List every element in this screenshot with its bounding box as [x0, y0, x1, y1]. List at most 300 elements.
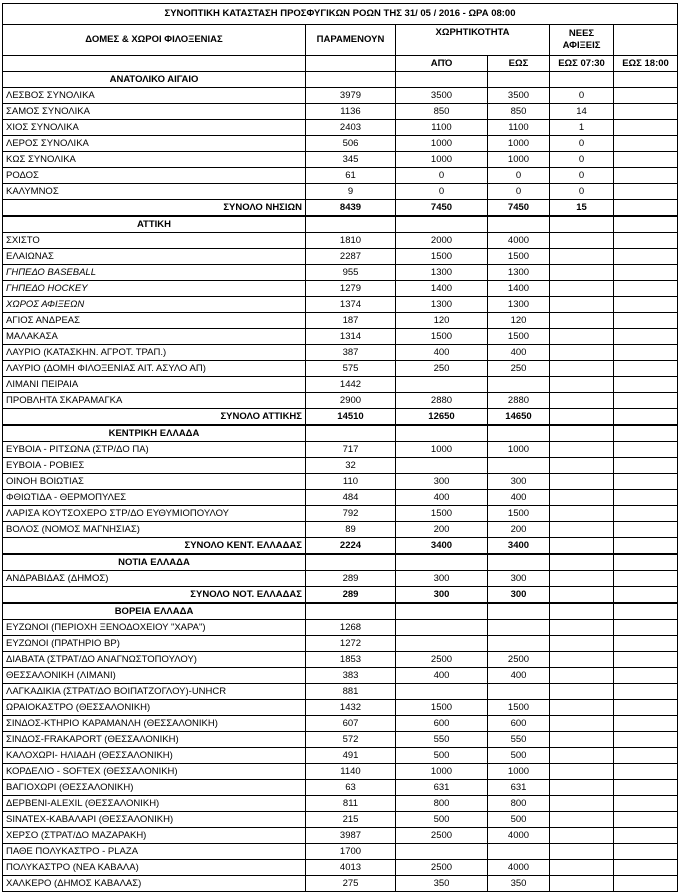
empty-cell — [396, 603, 488, 620]
cell-capacity-to: 600 — [488, 716, 550, 732]
cell-capacity-from — [396, 458, 488, 474]
cell-capacity-to: 1500 — [488, 506, 550, 522]
header-structures: ΔΟΜΕΣ & ΧΩΡΟΙ ΦΙΛΟΞΕΝΙΑΣ — [3, 25, 306, 56]
cell-arrivals-1800 — [614, 571, 678, 587]
cell-arrivals-0730 — [550, 458, 614, 474]
cell-arrivals-1800 — [614, 329, 678, 345]
empty-cell — [614, 603, 678, 620]
cell-arrivals-1800 — [614, 538, 678, 555]
table-row — [3, 184, 678, 200]
facility-name: ΕΥΒΟΙΑ - ΡΙΤΣΩΝΑ (ΣΤΡ/ΔΟ ΠΑ) — [3, 442, 306, 458]
cell-remaining: 1279 — [306, 281, 396, 297]
section-row — [3, 425, 678, 442]
cell-capacity-to: 1500 — [488, 700, 550, 716]
table-row — [3, 88, 678, 104]
subheader-from: ΑΠΌ — [396, 56, 488, 72]
table-row — [3, 265, 678, 281]
cell-arrivals-1800 — [614, 636, 678, 652]
subheader-until-1800: ΕΩΣ 18:00 — [614, 56, 678, 72]
cell-capacity-from: 3500 — [396, 88, 488, 104]
facility-name: ΛΑΡΙΣΑ ΚΟΥΤΣΟΧΕΡΟ ΣΤΡ/ΔΟ ΕΥΘΥΜΙΟΠΟΥΛΟΥ — [3, 506, 306, 522]
cell-arrivals-0730: 0 — [550, 136, 614, 152]
table-row — [3, 652, 678, 668]
cell-remaining: 32 — [306, 458, 396, 474]
cell-arrivals-1800 — [614, 297, 678, 313]
cell-capacity-to: 300 — [488, 474, 550, 490]
table-row — [3, 120, 678, 136]
cell-arrivals-1800 — [614, 265, 678, 281]
cell-arrivals-1800 — [614, 860, 678, 876]
cell-arrivals-1800 — [614, 764, 678, 780]
cell-remaining: 506 — [306, 136, 396, 152]
cell-arrivals-0730: 0 — [550, 88, 614, 104]
cell-arrivals-1800 — [614, 249, 678, 265]
table-row — [3, 716, 678, 732]
cell-remaining: 89 — [306, 522, 396, 538]
subheader-until-0730: ΕΩΣ 07:30 — [550, 56, 614, 72]
cell-capacity-to: 550 — [488, 732, 550, 748]
cell-capacity-from — [396, 844, 488, 860]
facility-name: ΑΓΙΟΣ ΑΝΔΡΕΑΣ — [3, 313, 306, 329]
cell-capacity-to: 120 — [488, 313, 550, 329]
cell-capacity-to: 4000 — [488, 860, 550, 876]
total-row — [3, 409, 678, 426]
cell-remaining: 289 — [306, 571, 396, 587]
cell-arrivals-0730 — [550, 587, 614, 604]
cell-capacity-to: 1000 — [488, 136, 550, 152]
cell-arrivals-1800 — [614, 780, 678, 796]
cell-arrivals-1800 — [614, 796, 678, 812]
cell-remaining: 717 — [306, 442, 396, 458]
cell-capacity-from: 2500 — [396, 652, 488, 668]
empty-cell — [550, 425, 614, 442]
cell-arrivals-0730 — [550, 506, 614, 522]
cell-remaining: 1374 — [306, 297, 396, 313]
table-row — [3, 506, 678, 522]
facility-name: ΓΗΠΕΔΟ HOCKEY — [3, 281, 306, 297]
table-row — [3, 329, 678, 345]
cell-capacity-to: 1000 — [488, 764, 550, 780]
cell-capacity-to: 500 — [488, 812, 550, 828]
facility-name: ΕΥΒΟΙΑ - ΡΟΒΙΕΣ — [3, 458, 306, 474]
cell-remaining: 955 — [306, 265, 396, 281]
empty-cell — [306, 603, 396, 620]
cell-remaining: 811 — [306, 796, 396, 812]
cell-arrivals-0730 — [550, 409, 614, 426]
cell-remaining: 1442 — [306, 377, 396, 393]
facility-name: ΑΝΔΡΑΒΙΔΑΣ (ΔΗΜΟΣ) — [3, 571, 306, 587]
cell-capacity-from: 550 — [396, 732, 488, 748]
cell-arrivals-1800 — [614, 732, 678, 748]
facility-name: ΩΡΑΙΟΚΑΣΤΡΟ (ΘΕΣΣΑΛΟΝΙΚΗ) — [3, 700, 306, 716]
cell-arrivals-1800 — [614, 700, 678, 716]
cell-capacity-to: 7450 — [488, 200, 550, 217]
empty-cell — [306, 554, 396, 571]
table-row — [3, 571, 678, 587]
cell-remaining: 491 — [306, 748, 396, 764]
facility-name: ΠΟΛΥΚΑΣΤΡΟ (ΝΕΑ ΚΑΒΑΛΑ) — [3, 860, 306, 876]
facility-name: ΒΟΛΟΣ (ΝΟΜΟΣ ΜΑΓΝΗΣΙΑΣ) — [3, 522, 306, 538]
facility-name: ΚΑΛΥΜΝΟΣ — [3, 184, 306, 200]
cell-capacity-to: 3500 — [488, 88, 550, 104]
total-row — [3, 587, 678, 604]
table-row — [3, 668, 678, 684]
facility-name: ΡΟΔΟΣ — [3, 168, 306, 184]
cell-arrivals-0730 — [550, 700, 614, 716]
cell-capacity-from: 1000 — [396, 442, 488, 458]
cell-remaining: 1700 — [306, 844, 396, 860]
facility-name: ΚΑΛΟΧΩΡΙ- ΗΛΙΑΔΗ (ΘΕΣΣΑΛΟΝΙΚΗ) — [3, 748, 306, 764]
section-row — [3, 554, 678, 571]
table-row — [3, 281, 678, 297]
header-capacity: ΧΩΡΗΤΙΚΟΤΗΤΑ — [396, 25, 550, 56]
facility-name: ΠΡΟΒΛΗΤΑ ΣΚΑΡΑΜΑΓΚΑ — [3, 393, 306, 409]
cell-capacity-to: 1400 — [488, 281, 550, 297]
subheader-empty-2 — [306, 56, 396, 72]
cell-arrivals-0730: 15 — [550, 200, 614, 217]
cell-remaining: 1810 — [306, 233, 396, 249]
cell-capacity-to: 4000 — [488, 828, 550, 844]
facility-name: ΛΑΥΡΙΟ (ΔΟΜΗ ΦΙΛΟΞΕΝΙΑΣ ΑΙΤ. ΑΣΥΛΟ ΑΠ) — [3, 361, 306, 377]
cell-arrivals-0730 — [550, 828, 614, 844]
cell-arrivals-0730 — [550, 620, 614, 636]
cell-remaining: 2287 — [306, 249, 396, 265]
cell-arrivals-1800 — [614, 506, 678, 522]
facility-name: ΣΧΙΣΤΟ — [3, 233, 306, 249]
cell-arrivals-1800 — [614, 184, 678, 200]
facility-name: ΔΙΑΒΑΤΑ (ΣΤΡΑΤ/ΔΟ ΑΝΑΓΝΩΣΤΟΠΟΥΛΟΥ) — [3, 652, 306, 668]
total-label: ΣΥΝΟΛΟ ΑΤΤΙΚΗΣ — [3, 409, 306, 426]
facility-name: ΒΑΓΙΟΧΩΡΙ (ΘΕΣΣΑΛΟΝΙΚΗ) — [3, 780, 306, 796]
table-row — [3, 458, 678, 474]
cell-arrivals-1800 — [614, 876, 678, 892]
facility-name: ΛΕΣΒΟΣ ΣΥΝΟΛΙΚΑ — [3, 88, 306, 104]
cell-remaining: 1140 — [306, 764, 396, 780]
cell-arrivals-0730 — [550, 474, 614, 490]
empty-cell — [488, 554, 550, 571]
table-row — [3, 522, 678, 538]
cell-capacity-to: 4000 — [488, 233, 550, 249]
cell-capacity-to — [488, 620, 550, 636]
cell-arrivals-0730 — [550, 796, 614, 812]
cell-capacity-from: 1500 — [396, 249, 488, 265]
title-row — [3, 4, 678, 25]
cell-capacity-to: 300 — [488, 587, 550, 604]
facility-name: ΧΕΡΣΟ (ΣΤΡΑΤ/ΔΟ ΜΑΖΑΡΑΚΗ) — [3, 828, 306, 844]
cell-arrivals-1800 — [614, 136, 678, 152]
facility-name: ΕΥΖΩΝΟΙ (ΠΕΡΙΟΧΗ ΞΕΝΟΔΟΧΕΙΟΥ "ΧΑΡΑ") — [3, 620, 306, 636]
cell-arrivals-1800 — [614, 844, 678, 860]
cell-capacity-from — [396, 377, 488, 393]
cell-arrivals-0730 — [550, 329, 614, 345]
cell-remaining: 63 — [306, 780, 396, 796]
cell-capacity-from: 400 — [396, 668, 488, 684]
cell-capacity-to — [488, 377, 550, 393]
cell-arrivals-1800 — [614, 281, 678, 297]
empty-cell — [488, 603, 550, 620]
empty-cell — [396, 72, 488, 88]
cell-arrivals-1800 — [614, 490, 678, 506]
table-title: ΣΥΝΟΠΤΙΚΗ ΚΑΤΑΣΤΑΣΗ ΠΡΟΣΦΥΓΙΚΩΝ ΡΟΩΝ ΤΗΣ 31/ 05 / 2016 - ΩΡΑ 08:00 — [3, 4, 678, 25]
facility-name: ΛΕΡΟΣ ΣΥΝΟΛΙΚΑ — [3, 136, 306, 152]
table-row — [3, 812, 678, 828]
facility-name: ΧΩΡΟΣ ΑΦΙΞΕΩΝ — [3, 297, 306, 313]
cell-arrivals-1800 — [614, 393, 678, 409]
cell-capacity-from: 12650 — [396, 409, 488, 426]
table-row — [3, 780, 678, 796]
cell-arrivals-0730 — [550, 860, 614, 876]
cell-capacity-from: 1500 — [396, 700, 488, 716]
facility-name: ΦΘΙΩΤΙΔΑ - ΘΕΡΜΟΠΥΛΕΣ — [3, 490, 306, 506]
cell-remaining: 1268 — [306, 620, 396, 636]
subheader-row — [3, 56, 678, 72]
cell-remaining: 215 — [306, 812, 396, 828]
table-row — [3, 636, 678, 652]
cell-arrivals-0730 — [550, 442, 614, 458]
cell-capacity-from: 1300 — [396, 297, 488, 313]
table-row — [3, 377, 678, 393]
facility-name: ΧΙΟΣ ΣΥΝΟΛΙΚΑ — [3, 120, 306, 136]
table-row — [3, 620, 678, 636]
total-label: ΣΥΝΟΛΟ ΝΗΣΙΩΝ — [3, 200, 306, 217]
facility-name: ΟΙΝΟΗ ΒΟΙΩΤΙΑΣ — [3, 474, 306, 490]
table-row — [3, 860, 678, 876]
table-row — [3, 393, 678, 409]
cell-arrivals-1800 — [614, 120, 678, 136]
cell-remaining: 9 — [306, 184, 396, 200]
cell-remaining: 575 — [306, 361, 396, 377]
cell-arrivals-1800 — [614, 522, 678, 538]
table-row — [3, 474, 678, 490]
cell-capacity-to: 250 — [488, 361, 550, 377]
cell-capacity-from: 0 — [396, 168, 488, 184]
cell-capacity-to: 200 — [488, 522, 550, 538]
cell-capacity-from — [396, 620, 488, 636]
table-row — [3, 876, 678, 892]
cell-arrivals-0730 — [550, 249, 614, 265]
table-row — [3, 104, 678, 120]
cell-capacity-to: 0 — [488, 168, 550, 184]
table-row — [3, 828, 678, 844]
section-row — [3, 72, 678, 88]
cell-capacity-from: 1500 — [396, 329, 488, 345]
empty-cell — [306, 72, 396, 88]
table-row — [3, 796, 678, 812]
cell-capacity-from: 250 — [396, 361, 488, 377]
cell-arrivals-1800 — [614, 716, 678, 732]
cell-arrivals-0730 — [550, 281, 614, 297]
empty-cell — [488, 72, 550, 88]
section-name: ΝΟΤΙΑ ΕΛΛΑΔΑ — [3, 554, 306, 571]
cell-capacity-from: 350 — [396, 876, 488, 892]
cell-capacity-from: 2000 — [396, 233, 488, 249]
table-row — [3, 168, 678, 184]
cell-arrivals-1800 — [614, 152, 678, 168]
cell-remaining: 3979 — [306, 88, 396, 104]
cell-capacity-to: 1000 — [488, 152, 550, 168]
cell-capacity-to: 350 — [488, 876, 550, 892]
cell-capacity-from: 400 — [396, 345, 488, 361]
cell-capacity-from: 200 — [396, 522, 488, 538]
table-row — [3, 844, 678, 860]
cell-arrivals-0730 — [550, 297, 614, 313]
cell-capacity-to — [488, 684, 550, 700]
cell-capacity-to: 14650 — [488, 409, 550, 426]
facility-name: ΔΕΡΒΕΝΙ-ALEXIL (ΘΕΣΣΑΛΟΝΙΚΗ) — [3, 796, 306, 812]
facility-name: ΛΙΜΑΝΙ ΠΕΙΡΑΙΑ — [3, 377, 306, 393]
cell-remaining: 1853 — [306, 652, 396, 668]
cell-arrivals-0730 — [550, 684, 614, 700]
cell-capacity-from: 1000 — [396, 136, 488, 152]
cell-remaining: 110 — [306, 474, 396, 490]
cell-arrivals-1800 — [614, 652, 678, 668]
empty-cell — [614, 216, 678, 233]
cell-arrivals-0730 — [550, 876, 614, 892]
cell-capacity-from: 1100 — [396, 120, 488, 136]
cell-arrivals-0730: 0 — [550, 168, 614, 184]
cell-capacity-to: 1300 — [488, 265, 550, 281]
cell-arrivals-1800 — [614, 345, 678, 361]
cell-capacity-to: 400 — [488, 490, 550, 506]
cell-capacity-from: 300 — [396, 474, 488, 490]
table-row — [3, 152, 678, 168]
cell-arrivals-1800 — [614, 200, 678, 217]
cell-arrivals-0730 — [550, 780, 614, 796]
cell-remaining: 2224 — [306, 538, 396, 555]
cell-arrivals-1800 — [614, 812, 678, 828]
subheader-empty-1 — [3, 56, 306, 72]
cell-arrivals-1800 — [614, 684, 678, 700]
cell-capacity-to: 300 — [488, 571, 550, 587]
cell-arrivals-1800 — [614, 442, 678, 458]
cell-capacity-to: 3400 — [488, 538, 550, 555]
cell-arrivals-1800 — [614, 668, 678, 684]
section-name: ΑΤΤΙΚΗ — [3, 216, 306, 233]
empty-cell — [614, 554, 678, 571]
empty-cell — [550, 554, 614, 571]
cell-capacity-to: 400 — [488, 668, 550, 684]
cell-capacity-from — [396, 636, 488, 652]
cell-arrivals-1800 — [614, 104, 678, 120]
facility-name: ΕΥΖΩΝΟΙ (ΠΡΑΤΗΡΙΟ ΒΡ) — [3, 636, 306, 652]
cell-arrivals-0730 — [550, 571, 614, 587]
empty-cell — [614, 72, 678, 88]
header-empty — [614, 25, 678, 56]
table-row — [3, 748, 678, 764]
cell-arrivals-0730: 1 — [550, 120, 614, 136]
cell-capacity-from: 1500 — [396, 506, 488, 522]
table-row — [3, 361, 678, 377]
cell-capacity-to — [488, 844, 550, 860]
total-row — [3, 200, 678, 217]
cell-arrivals-0730: 14 — [550, 104, 614, 120]
cell-remaining: 2900 — [306, 393, 396, 409]
empty-cell — [488, 425, 550, 442]
cell-arrivals-1800 — [614, 587, 678, 604]
empty-cell — [550, 603, 614, 620]
cell-arrivals-1800 — [614, 233, 678, 249]
empty-cell — [396, 425, 488, 442]
subheader-to: ΕΩΣ — [488, 56, 550, 72]
cell-arrivals-1800 — [614, 361, 678, 377]
facility-name: ΣΙΝΔΟΣ-FRAKAPORT (ΘΕΣΣΑΛΟΝΙΚΗ) — [3, 732, 306, 748]
facility-name: ΣΙΝΔΟΣ-ΚΤΗΡΙΟ ΚΑΡΑΜΑΝΛΗ (ΘΕΣΣΑΛΟΝΙΚΗ) — [3, 716, 306, 732]
cell-remaining: 289 — [306, 587, 396, 604]
cell-arrivals-0730 — [550, 538, 614, 555]
cell-remaining: 607 — [306, 716, 396, 732]
facility-name: ΣΑΜΟΣ ΣΥΝΟΛΙΚΑ — [3, 104, 306, 120]
table-row — [3, 490, 678, 506]
cell-arrivals-1800 — [614, 620, 678, 636]
facility-name: ΚΩΣ ΣΥΝΟΛΙΚΑ — [3, 152, 306, 168]
cell-arrivals-0730 — [550, 393, 614, 409]
cell-arrivals-0730 — [550, 764, 614, 780]
cell-capacity-from: 631 — [396, 780, 488, 796]
cell-capacity-to: 0 — [488, 184, 550, 200]
empty-cell — [396, 554, 488, 571]
cell-remaining: 1272 — [306, 636, 396, 652]
cell-remaining: 3987 — [306, 828, 396, 844]
cell-remaining: 792 — [306, 506, 396, 522]
cell-arrivals-0730 — [550, 361, 614, 377]
table-row — [3, 764, 678, 780]
header-new-arrivals: ΝΕΕΣ ΑΦΙΞΕΙΣ — [550, 25, 614, 56]
table-row — [3, 297, 678, 313]
cell-remaining: 275 — [306, 876, 396, 892]
cell-arrivals-0730 — [550, 522, 614, 538]
cell-arrivals-0730 — [550, 812, 614, 828]
cell-remaining: 2403 — [306, 120, 396, 136]
cell-remaining: 14510 — [306, 409, 396, 426]
table-row — [3, 684, 678, 700]
facility-name: ΠΑΘΕ ΠΟΛΥΚΑΣΤΡΟ - PLAZA — [3, 844, 306, 860]
total-row — [3, 538, 678, 555]
cell-remaining: 1136 — [306, 104, 396, 120]
header-remaining: ΠΑΡΑΜΕΝΟΥΝ — [306, 25, 396, 56]
cell-capacity-to: 400 — [488, 345, 550, 361]
table-row — [3, 732, 678, 748]
cell-remaining: 4013 — [306, 860, 396, 876]
total-label: ΣΥΝΟΛΟ ΝΟΤ. ΕΛΛΑΔΑΣ — [3, 587, 306, 604]
facility-name: ΛΑΓΚΑΔΙΚΙΑ (ΣΤΡΑΤ/ΔΟ ΒΟΙΠΑΤΖΟΓΛΟΥ)-UNHCR — [3, 684, 306, 700]
cell-arrivals-1800 — [614, 474, 678, 490]
cell-capacity-to — [488, 458, 550, 474]
empty-cell — [550, 72, 614, 88]
cell-arrivals-0730 — [550, 732, 614, 748]
cell-capacity-from: 300 — [396, 571, 488, 587]
cell-capacity-from: 800 — [396, 796, 488, 812]
cell-capacity-to: 631 — [488, 780, 550, 796]
facility-name: ΓΗΠΕΔΟ BASEBALL — [3, 265, 306, 281]
cell-remaining: 881 — [306, 684, 396, 700]
cell-arrivals-1800 — [614, 313, 678, 329]
table-row — [3, 345, 678, 361]
cell-capacity-from: 300 — [396, 587, 488, 604]
cell-arrivals-1800 — [614, 409, 678, 426]
cell-capacity-to: 1100 — [488, 120, 550, 136]
table-row — [3, 233, 678, 249]
cell-arrivals-1800 — [614, 748, 678, 764]
cell-arrivals-0730 — [550, 636, 614, 652]
section-name: ΑΝΑΤΟΛΙΚΟ ΑΙΓΑΙΟ — [3, 72, 306, 88]
cell-capacity-from: 1300 — [396, 265, 488, 281]
cell-capacity-to: 1500 — [488, 249, 550, 265]
cell-arrivals-1800 — [614, 377, 678, 393]
cell-remaining: 387 — [306, 345, 396, 361]
empty-cell — [488, 216, 550, 233]
cell-arrivals-0730 — [550, 844, 614, 860]
cell-capacity-from: 500 — [396, 812, 488, 828]
